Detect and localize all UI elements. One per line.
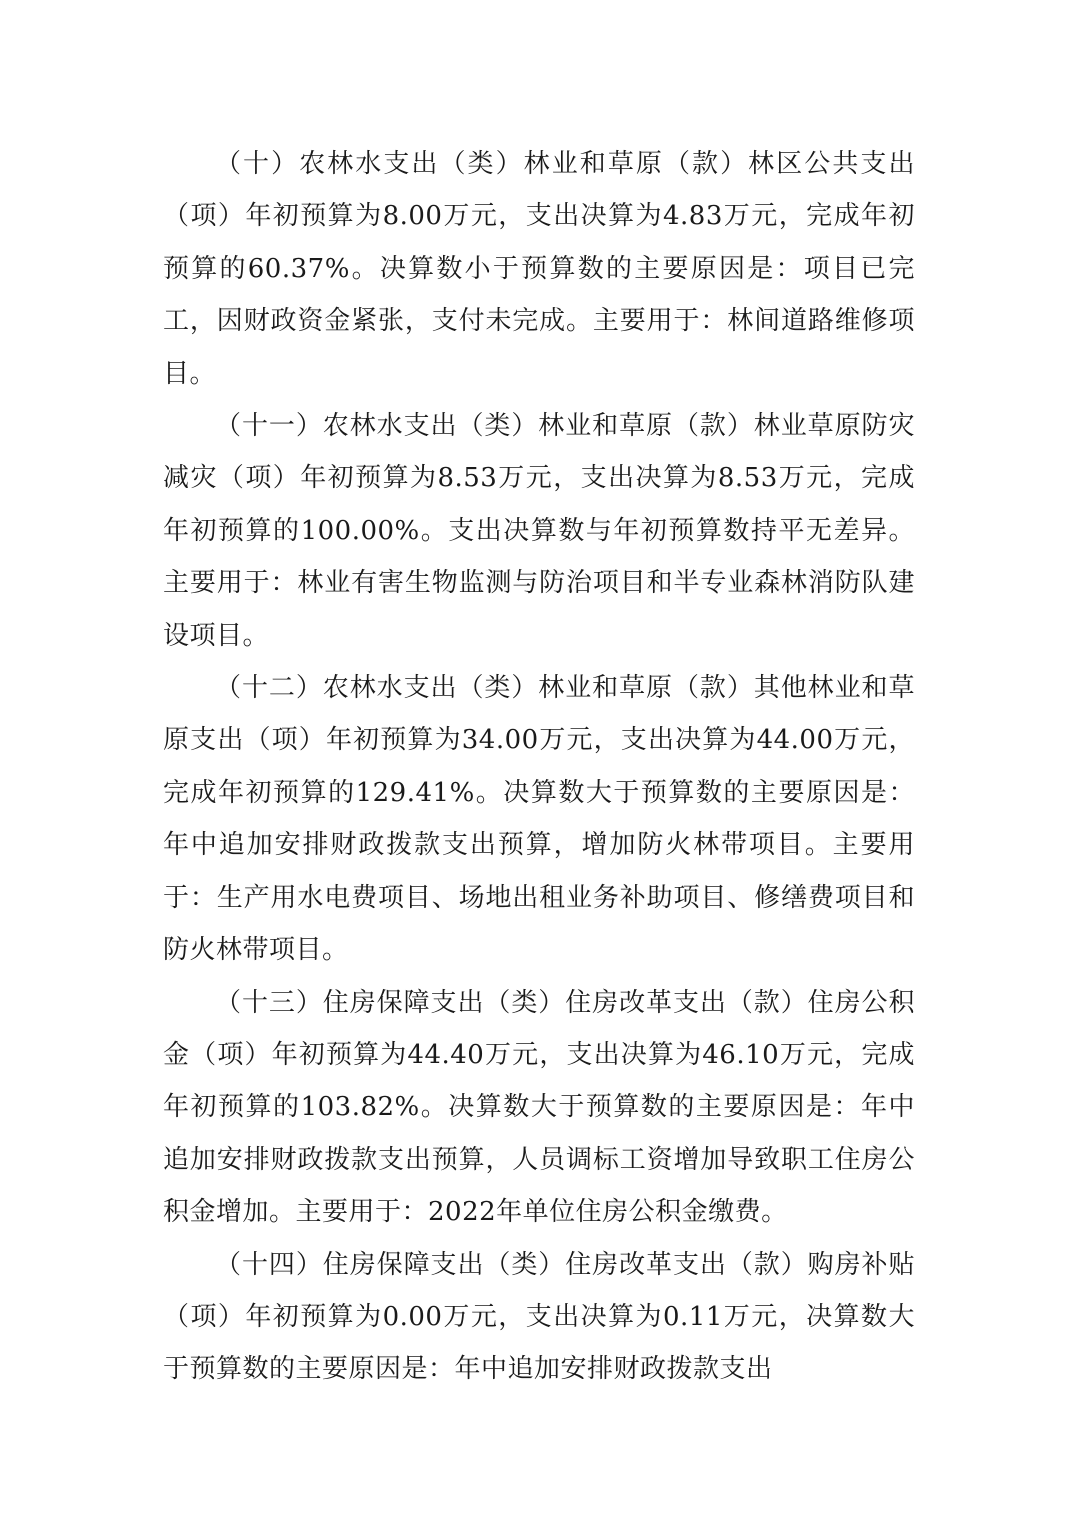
paragraph-item-10: （十）农林水支出（类）林业和草原（款）林区公共支出（项）年初预算为8.00万元，支出决算为4.83万元，完成年初预算的60.37%。决算数小于预算数的主要原因是：项目已完工，因财政资金紧张，支付未完成。主要用于：林间道路维修项目。: [163, 149, 915, 389]
paragraph-item-14: （十四）住房保障支出（类）住房改革支出（款）购房补贴（项）年初预算为0.00万元，支出决算为0.11万元，决算数大于预算数的主要原因是：年中追加安排财政拨款支出: [163, 1249, 915, 1385]
paragraph-item-13: （十三）住房保障支出（类）住房改革支出（款）住房公积金（项）年初预算为44.40万元，支出决算为46.10万元，完成年初预算的103.82%。决算数大于预算数的主要原因是：年中追加安排财政拨款支出预算，人员调标工资增加导致职工住房公积金增加。主要用于：2022年单位住房公积金缴费。: [163, 987, 915, 1228]
document-body: [163, 138, 915, 1396]
paragraph-item-11: （十一）农林水支出（类）林业和草原（款）林业草原防灾减灾（项）年初预算为8.53万元，支出决算为8.53万元，完成年初预算的100.00%。支出决算数与年初预算数持平无差异。主要用于：林业有害生物监测与防治项目和半专业森林消防队建设项目。: [163, 411, 915, 651]
paragraph-item-12: （十二）农林水支出（类）林业和草原（款）其他林业和草原支出（项）年初预算为34.00万元，支出决算为44.00万元，完成年初预算的129.41%。决算数大于预算数的主要原因是：年中追加安排财政拨款支出预算，增加防火林带项目。主要用于：生产用水电费项目、场地出租业务补助项目、修缮费项目和防火林带项目。: [163, 673, 915, 966]
